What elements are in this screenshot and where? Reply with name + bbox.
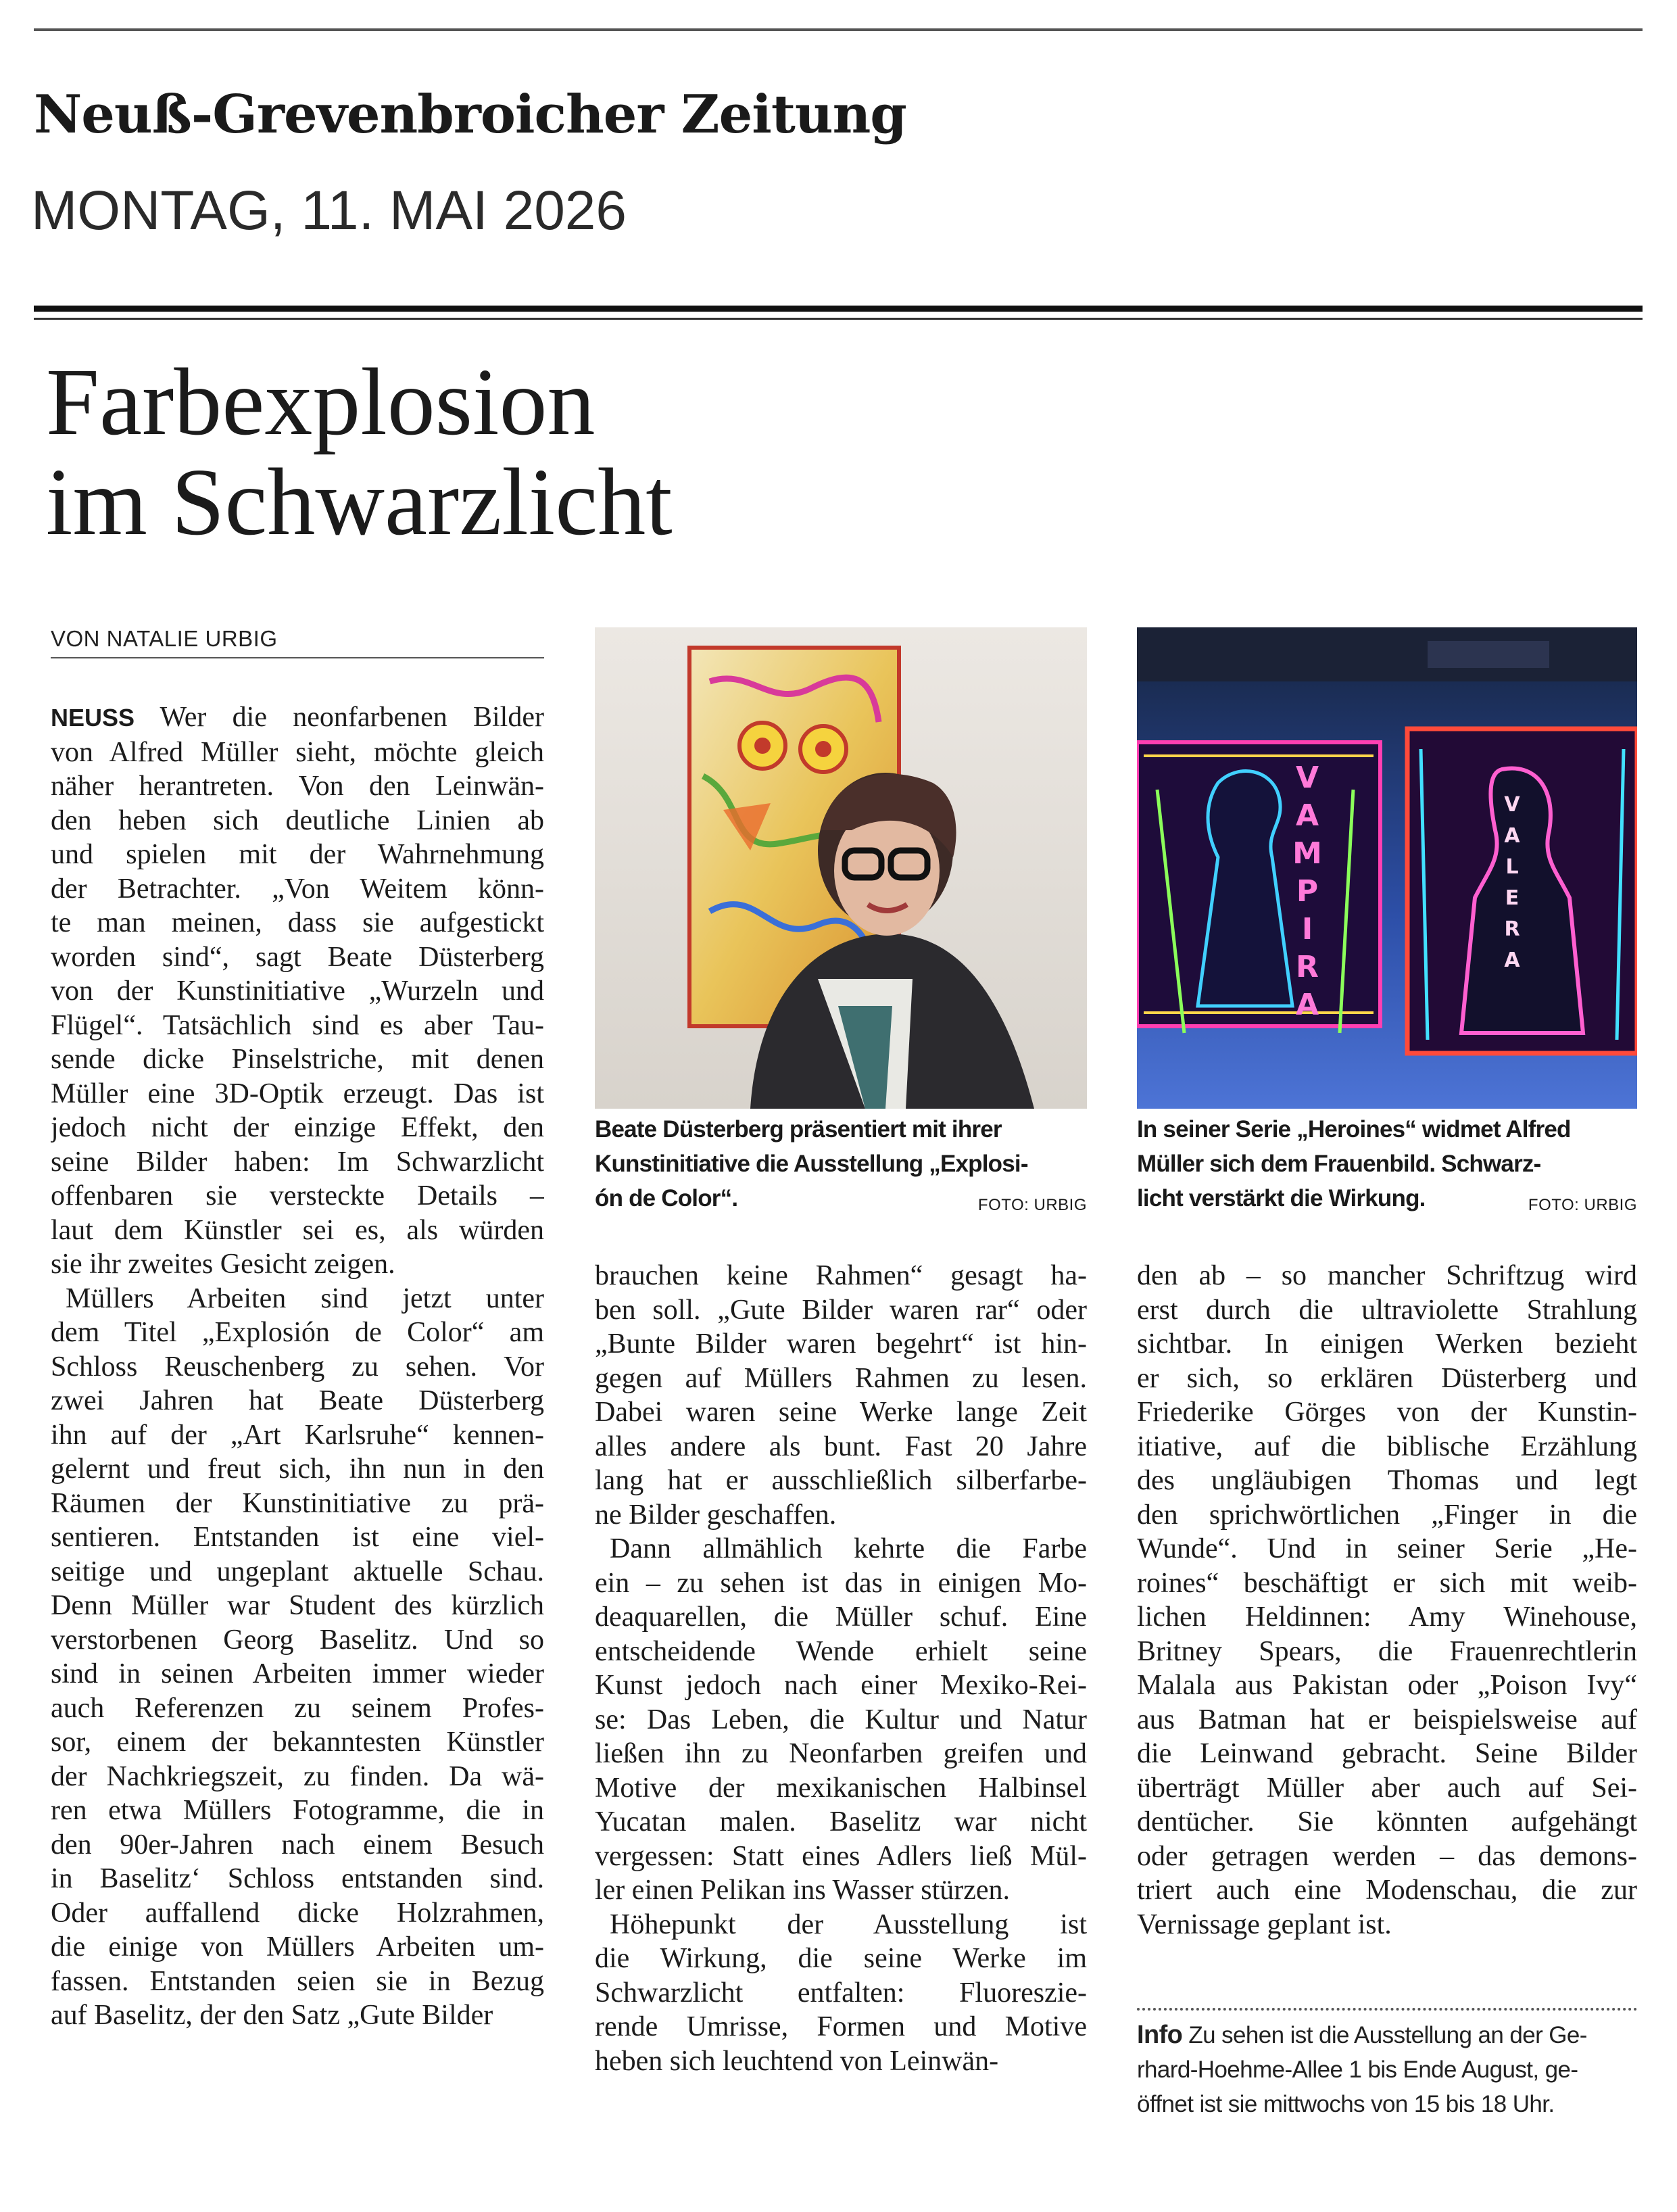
caption-line: ón de Color“. FOTO: URBIG [595, 1181, 1087, 1216]
text-line: Yucatan malen. Baselitz war nicht [595, 1806, 1087, 1837]
info-box [1137, 2018, 1637, 2121]
text-line: se: Das Leben, die Kultur und Natur [595, 1704, 1087, 1735]
text-line: fassen. Entstanden seien sie in Bezug [51, 1965, 544, 1997]
painting-letter: A [1504, 948, 1520, 972]
caption-line: In seiner Serie „Heroines“ widmet Alfred [1137, 1116, 1571, 1143]
byline-rule [51, 657, 544, 658]
caption-line: licht verstärkt die Wirkung. FOTO: URBIG [1137, 1181, 1637, 1216]
text-line: Wunde“. Und in seiner Serie „He- [1137, 1533, 1637, 1564]
text-line: „Bunte Bilder waren begehrt“ ist hin- [595, 1328, 1087, 1360]
text-line: NEUSS Wer die neonfarbenen Bilder [51, 702, 544, 733]
text-line: die Wirkung, die seine Werke im [595, 1943, 1087, 1974]
painting-letter: A [1295, 798, 1319, 833]
text-line: seine Bilder haben: Im Schwarzlicht [51, 1146, 544, 1178]
painting-letter: A [1504, 824, 1520, 848]
info-line: Info Zu sehen ist die Ausstellung an der Ge- [1137, 2021, 1587, 2049]
text-line: den heben sich deutliche Linien ab [51, 804, 544, 836]
photo-1-image [595, 627, 1087, 1109]
text-line: den sprichwörtlichen „Finger in die [1137, 1499, 1637, 1531]
painting-letter: L [1505, 855, 1519, 879]
masthead-rule-thick [34, 306, 1643, 312]
text-line: Oder auffallend dicke Holzrahmen, [51, 1897, 544, 1929]
text-line: dem Titel „Explosión de Color“ am [51, 1317, 544, 1348]
text-line: Müllers Arbeiten sind jetzt unter [66, 1282, 544, 1314]
text-line: Dann allmählich kehrte die Farbe [610, 1533, 1087, 1564]
info-line: öffnet ist sie mittwochs von 15 bis 18 Uhr. [1137, 2091, 1555, 2117]
text-line: Höhepunkt der Ausstellung ist [610, 1908, 1087, 1940]
text-line: vergessen: Statt eines Adlers ließ Mül- [595, 1840, 1087, 1872]
text-line: gelernt und freut sich, ihn nun in den [51, 1453, 544, 1485]
article-column-2 [595, 1259, 1087, 2078]
text-line: er sich, so erklären Düsterberg und [1137, 1362, 1637, 1394]
text-line: ben soll. „Gute Bilder waren rar“ oder [595, 1294, 1087, 1326]
issue-date: MONTAG, 11. MAI 2026 [31, 180, 627, 241]
text-line: Motive der mexikanischen Halbinsel [595, 1772, 1087, 1804]
text-line: dentücher. Sie könnten aufgehängt [1137, 1806, 1637, 1837]
text-line: auf Baselitz, der den Satz „Gute Bilder [51, 2000, 493, 2031]
text-line: sentieren. Entstanden ist eine viel- [51, 1522, 544, 1553]
text-line: sichtbar. In einigen Werken bezieht [1137, 1328, 1637, 1360]
text-line: Dabei waren seine Werke lange Zeit [595, 1397, 1087, 1428]
text-line: überträgt Müller aber auch auf Sei- [1137, 1772, 1637, 1804]
text-line: Friederike Görges von der Kunstin- [1137, 1397, 1637, 1428]
text-line: triert auch eine Modenschau, die zur [1137, 1875, 1637, 1906]
byline: VON NATALIE URBIG [51, 626, 278, 651]
headline-line: Farbexplosion [46, 348, 596, 455]
text-line: laut dem Künstler sei es, als würden [51, 1214, 544, 1246]
text-line: offenbaren sie versteckte Details – [51, 1180, 544, 1211]
text-line: alles andere als bunt. Fast 20 Jahre [595, 1430, 1087, 1462]
text-line: gegen auf Müllers Rahmen zu lesen. [595, 1362, 1087, 1394]
painting-letter: R [1504, 917, 1520, 941]
info-line: rhard-Hoehme-Allee 1 bis Ende August, ge- [1137, 2057, 1578, 2083]
text-line: Malala aus Pakistan oder „Poison Ivy“ [1137, 1670, 1637, 1701]
text-line: heben sich leuchtend von Leinwän- [595, 2045, 999, 2077]
painting-lettering-right [1499, 790, 1526, 976]
text-line: ren etwa Müllers Fotogramme, die in [51, 1795, 544, 1826]
text-line: ein – zu sehen ist das in einigen Mo- [595, 1567, 1087, 1599]
caption-line: Müller sich dem Frauenbild. Schwarz- [1137, 1151, 1541, 1177]
text-line: sor, einem der bekanntesten Künstler [51, 1727, 544, 1758]
text-line: oder getragen werden – das demons- [1137, 1840, 1637, 1872]
text-line: die einige von Müllers Arbeiten um- [51, 1931, 544, 1963]
text-line: die Leinwand gebracht. Seine Bilder [1137, 1738, 1637, 1769]
text-line: von der Kunstinitiative „Wurzeln und [51, 976, 544, 1007]
text-line: Schloss Reuschenberg zu sehen. Vor [51, 1351, 544, 1382]
text-line: sind in seinen Arbeiten immer wieder [51, 1658, 544, 1689]
text-line: auch Referenzen zu seinem Profes- [51, 1692, 544, 1724]
info-label: Info [1137, 2021, 1183, 2049]
painting-letter: E [1505, 886, 1520, 910]
text-line: Vernissage geplant ist. [1137, 1908, 1392, 1940]
text-line: lichen Heldinnen: Amy Winehouse, [1137, 1602, 1637, 1633]
newspaper-name: Neuß-Grevenbroicher Zeitung [34, 84, 906, 145]
text-line: den ab – so mancher Schriftzug wird [1137, 1260, 1637, 1291]
photo-credit: FOTO: URBIG [1528, 1196, 1637, 1214]
text-line: und spielen mit der Wahrnehmung [51, 839, 544, 870]
caption-line: Kunstinitiative die Ausstellung „Explosi- [595, 1151, 1028, 1177]
text-line: Britney Spears, die Frauenrechtlerin [1137, 1635, 1637, 1667]
text-line: roines“ beschäftigt er sich mit weib- [1137, 1567, 1637, 1599]
text-line: ler einen Pelikan ins Wasser stürzen. [595, 1875, 1011, 1906]
photo-1-caption [595, 1112, 1087, 1222]
text-line: zwei Jahren hat Beate Düsterberg [51, 1385, 544, 1416]
article-headline [46, 348, 1263, 555]
text-line: in Baselitz‘ Schloss entstanden sind. [51, 1863, 544, 1894]
photo-beate-duesterberg [595, 627, 1087, 1109]
headline-line: im Schwarzlicht [46, 448, 673, 555]
text-line: rende Umrisse, Formen und Motive [595, 2011, 1087, 2042]
text-line: sende dicke Pinselstriche, mit denen [51, 1044, 544, 1075]
text-line: des ungläubigen Thomas und legt [1137, 1465, 1637, 1496]
dateline: NEUSS [51, 704, 135, 731]
text-line: worden sind“, sagt Beate Düsterberg [51, 941, 544, 973]
painting-letter: P [1296, 874, 1319, 909]
text-line: seitige und ungeplant aktuelle Schau. [51, 1556, 544, 1587]
text-line: der Nachkriegszeit, zu finden. Da wä- [51, 1760, 544, 1792]
text-line: brauchen keine Rahmen“ gesagt ha- [595, 1260, 1087, 1291]
text-line: lang hat er ausschließlich silberfarbe- [595, 1465, 1087, 1496]
text-line: verstorbenen Georg Baselitz. Und so [51, 1624, 544, 1656]
painting-letter: V [1504, 793, 1520, 817]
text-line: ließen ihn zu Neonfarben greifen und [595, 1738, 1087, 1769]
text-line: jedoch nicht der einzige Effekt, den [51, 1112, 544, 1143]
text-line: itiative, auf die biblische Erzählung [1137, 1430, 1637, 1462]
text-line: deaquarellen, die Müller schuf. Eine [595, 1602, 1087, 1633]
text-line: Kunst jedoch nach einer Mexiko-Rei- [595, 1670, 1087, 1701]
article-column-3 [1137, 1259, 1637, 1942]
text-line: ne Bilder geschaffen. [595, 1499, 837, 1531]
painting-letter: A [1295, 988, 1319, 1022]
text-line: Müller eine 3D-Optik erzeugt. Das ist [51, 1078, 544, 1109]
text-line: entscheidende Wende erhielt seine [595, 1635, 1087, 1667]
photo-credit: FOTO: URBIG [977, 1196, 1087, 1214]
text-line: den 90er-Jahren nach einem Besuch [51, 1829, 544, 1860]
text-line: aus Batman hat er beispielsweise auf [1137, 1704, 1637, 1735]
painting-letter: M [1292, 836, 1322, 871]
text-line: erst durch die ultraviolette Strahlung [1137, 1294, 1637, 1326]
painting-letter: I [1301, 912, 1313, 946]
text-line: ihn auf der „Art Karlsruhe“ kennen- [51, 1419, 544, 1451]
photo-2-image [1137, 627, 1637, 1109]
text-line: sie ihr zweites Gesicht zeigen. [51, 1249, 395, 1280]
text-line: Flügel“. Tatsächlich sind es aber Tau- [51, 1009, 544, 1041]
text-line: te man meinen, dass sie aufgestickt [51, 907, 544, 938]
painting-letter: V [1295, 761, 1319, 795]
top-rule [34, 28, 1643, 31]
painting-letter: R [1296, 950, 1319, 984]
article-column-1 [51, 700, 544, 2033]
text-line: der Betrachter. „Von Weitem könn- [51, 873, 544, 905]
masthead-rule-thin [34, 318, 1643, 320]
text-line: Denn Müller war Student des kürzlich [51, 1590, 544, 1621]
caption-line: Beate Düsterberg präsentiert mit ihrer [595, 1116, 1002, 1143]
photo-heroines-series [1137, 627, 1637, 1109]
text-line: näher herantreten. Von den Leinwän- [51, 771, 544, 802]
info-divider [1137, 2008, 1637, 2011]
text-line: von Alfred Müller sieht, möchte gleich [51, 736, 544, 768]
text-line: Räumen der Kunstinitiative zu prä- [51, 1487, 544, 1519]
painting-lettering-left [1287, 759, 1328, 1024]
text-line: Schwarzlicht entfalten: Fluoreszie- [595, 1977, 1087, 2009]
photo-2-caption [1137, 1112, 1637, 1222]
